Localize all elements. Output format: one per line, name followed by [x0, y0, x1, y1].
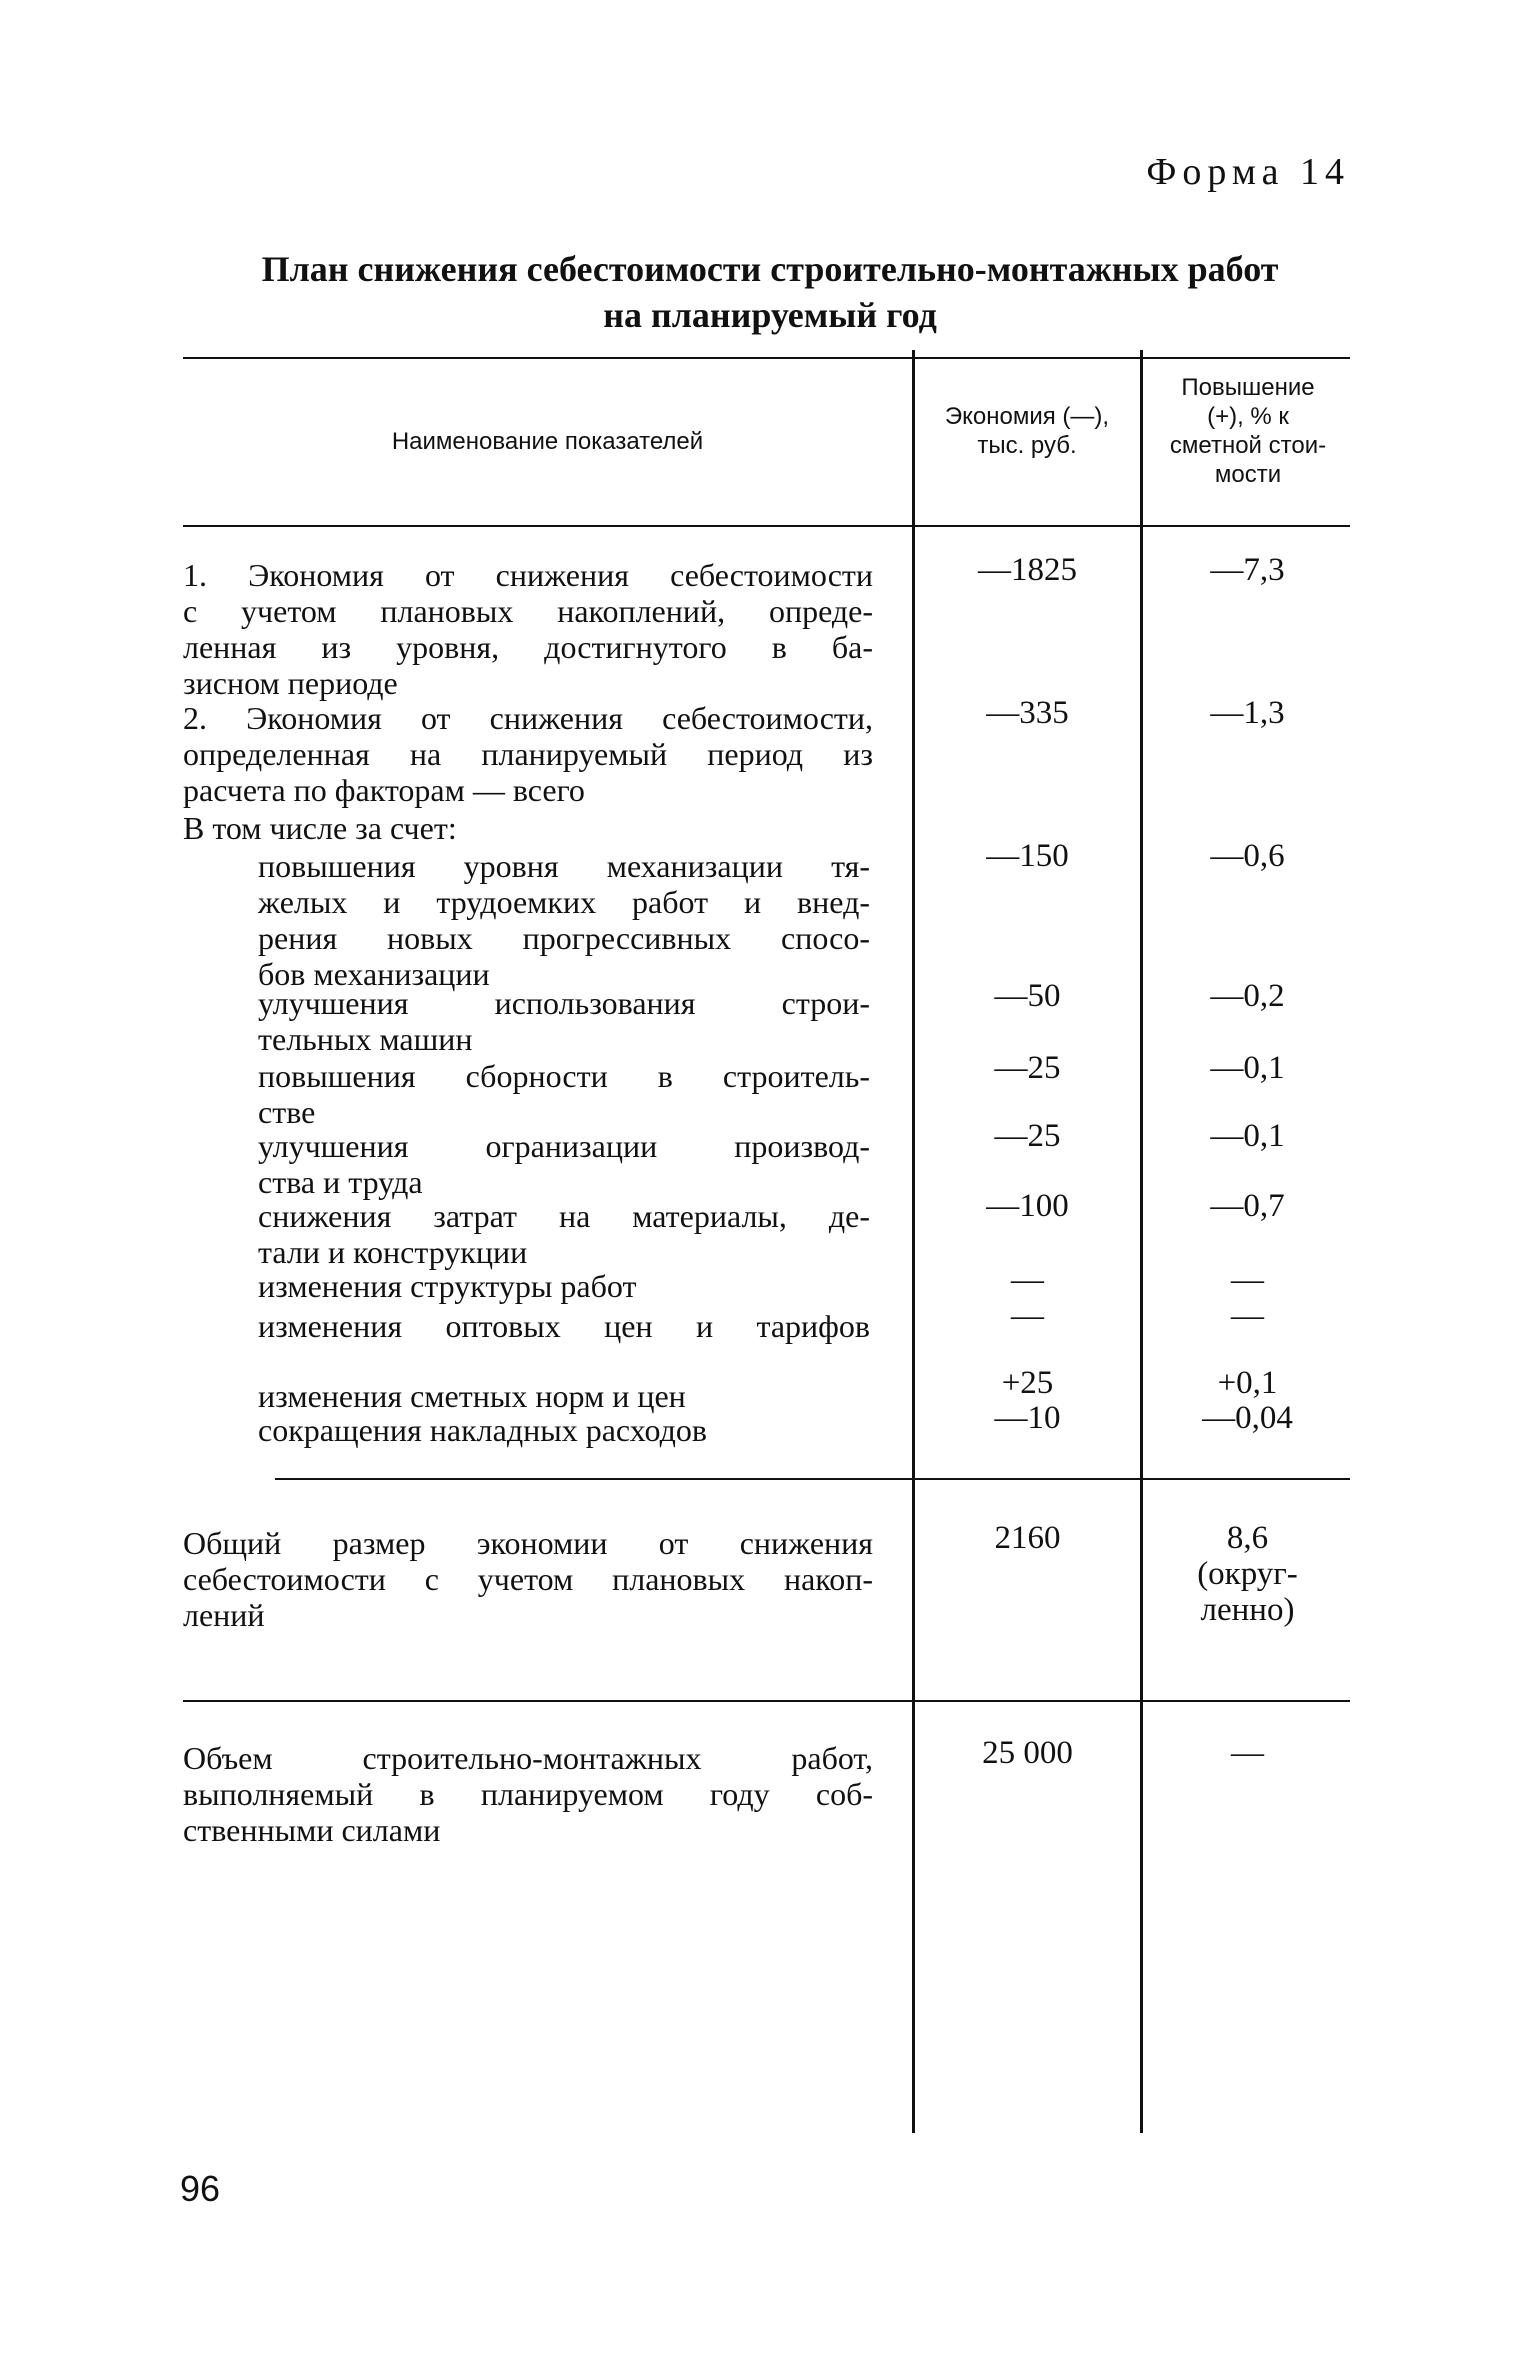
row-mechanization-line-2: желых и трудоемких работ и внед-: [258, 884, 870, 920]
row-1-percent: —7,3: [1210, 552, 1285, 588]
row-1-line-2: с учетом плановых накоплений, опреде-: [183, 593, 873, 629]
total-bottom-rule: [183, 1700, 1350, 1702]
column-divider-1: [912, 350, 915, 2133]
row-materials-text: [258, 1198, 870, 1270]
row-structure-text: изменения структуры работ: [258, 1268, 637, 1304]
title-line-2: на планируемый год: [603, 295, 937, 335]
row-materials-line-1: снижения затрат на материалы, де-: [258, 1198, 870, 1234]
header-name: Наименование показателей: [391, 428, 704, 455]
row-prefab-line-2: стве: [258, 1094, 316, 1130]
header-economy: [912, 402, 1142, 460]
volume-line-2: выполняемый в планируемом году соб-: [183, 1776, 873, 1812]
row-machines-economy: —50: [994, 978, 1061, 1014]
form-label: Форма 14: [1146, 151, 1350, 193]
table-top-rule: [183, 357, 1350, 359]
volume-line-3: ственными силами: [183, 1812, 441, 1848]
row-subheading: В том числе за счет:: [183, 810, 457, 846]
row-machines-percent: —0,2: [1210, 978, 1285, 1014]
row-2-economy: —335: [986, 695, 1069, 731]
total-text: [183, 1525, 873, 1633]
row-overhead-percent: —0,04: [1202, 1400, 1293, 1436]
row-mechanization-line-3: рения новых прогрессивных спосо-: [258, 920, 870, 956]
row-machines-text: [258, 985, 870, 1057]
row-mechanization-line-1: повышения уровня механизации тя-: [258, 848, 870, 884]
row-materials-percent: —0,7: [1210, 1188, 1285, 1224]
row-organization-line-1: улучшения огранизации производ-: [258, 1128, 870, 1164]
row-structure-economy: —: [1011, 1262, 1044, 1298]
row-overhead-economy: —10: [994, 1400, 1061, 1436]
volume-percent: —: [1231, 1735, 1264, 1771]
row-2-line-1: 2. Экономия от снижения себестоимости,: [183, 700, 873, 736]
header-increase: [1143, 373, 1353, 489]
row-1-economy: —1825: [978, 552, 1077, 588]
row-2-line-3: расчета по факторам — всего: [183, 772, 585, 808]
header-economy-line-1: Экономия (—),: [944, 403, 1110, 430]
total-line-3: лений: [183, 1597, 265, 1633]
total-economy: 2160: [994, 1520, 1061, 1556]
page-number: 96: [180, 2168, 221, 2209]
row-prefab-economy: —25: [994, 1050, 1061, 1086]
column-divider-2: [1140, 350, 1143, 2133]
volume-text: [183, 1740, 873, 1848]
row-norms-percent: +0,1: [1217, 1365, 1278, 1401]
page-title: [180, 246, 1360, 338]
total-line-1: Общий размер экономии от снижения: [183, 1525, 873, 1561]
row-machines-line-1: улучшения использования строи-: [258, 985, 870, 1021]
title-line-1: План снижения себестоимости строительно-монтажных работ: [261, 249, 1279, 289]
row-mechanization-line-4: бов механизации: [258, 956, 490, 992]
row-norms-economy: +25: [1001, 1365, 1054, 1401]
row-organization-line-2: ства и труда: [258, 1164, 423, 1200]
total-percent-line-1: 8,6: [1226, 1520, 1269, 1556]
total-percent-line-2: (округ-: [1197, 1556, 1298, 1592]
row-materials-economy: —100: [986, 1188, 1069, 1224]
rows-bottom-rule: [275, 1478, 1350, 1480]
row-organization-economy: —25: [994, 1118, 1061, 1154]
row-organization-text: [258, 1128, 870, 1200]
header-economy-line-2: тыс. руб.: [977, 432, 1077, 459]
total-percent: [1145, 1520, 1350, 1628]
row-1-text: [183, 557, 873, 701]
header-increase-line-2: (+), % к: [1207, 403, 1289, 430]
header-increase-line-1: Повышение: [1181, 374, 1315, 401]
row-organization-percent: —0,1: [1210, 1118, 1285, 1154]
row-prefab-text: [258, 1058, 870, 1130]
row-norms-text: изменения сметных норм и цен: [258, 1378, 686, 1414]
row-structure-percent: —: [1231, 1262, 1264, 1298]
header-increase-line-3: сметной стои-: [1169, 432, 1327, 459]
volume-economy: 25 000: [982, 1735, 1073, 1771]
row-2-percent: —1,3: [1210, 695, 1285, 731]
row-prices-line-1: изменения оптовых цен и тарифов: [258, 1308, 870, 1344]
row-machines-line-2: тельных машин: [258, 1021, 473, 1057]
row-1-line-3: ленная из уровня, достигнутого в ба-: [183, 629, 873, 665]
row-prefab-line-1: повышения сборности в строитель-: [258, 1058, 870, 1094]
row-mechanization-economy: —150: [986, 838, 1069, 874]
row-materials-line-2: тали и конструкции: [258, 1234, 528, 1270]
total-percent-line-3: ленно): [1200, 1592, 1295, 1628]
row-prices-economy: —: [1011, 1298, 1044, 1334]
row-1-line-4: зисном периоде: [183, 665, 398, 701]
row-overhead-text: сокращения накладных расходов: [258, 1412, 707, 1448]
row-prefab-percent: —0,1: [1210, 1050, 1285, 1086]
total-line-2: себестоимости с учетом плановых накоп-: [183, 1561, 873, 1597]
row-prices-percent: —: [1231, 1298, 1264, 1334]
header-bottom-rule: [183, 525, 1350, 527]
row-2-text: [183, 700, 873, 808]
row-2-line-2: определенная на планируемый период из: [183, 736, 873, 772]
volume-line-1: Объем строительно-монтажных работ,: [183, 1740, 873, 1776]
row-mechanization-text: [258, 848, 870, 992]
row-mechanization-percent: —0,6: [1210, 838, 1285, 874]
row-prices-text: [258, 1308, 870, 1344]
header-increase-line-4: мости: [1214, 461, 1282, 488]
row-1-line-1: 1. Экономия от снижения себестоимости: [183, 557, 873, 593]
